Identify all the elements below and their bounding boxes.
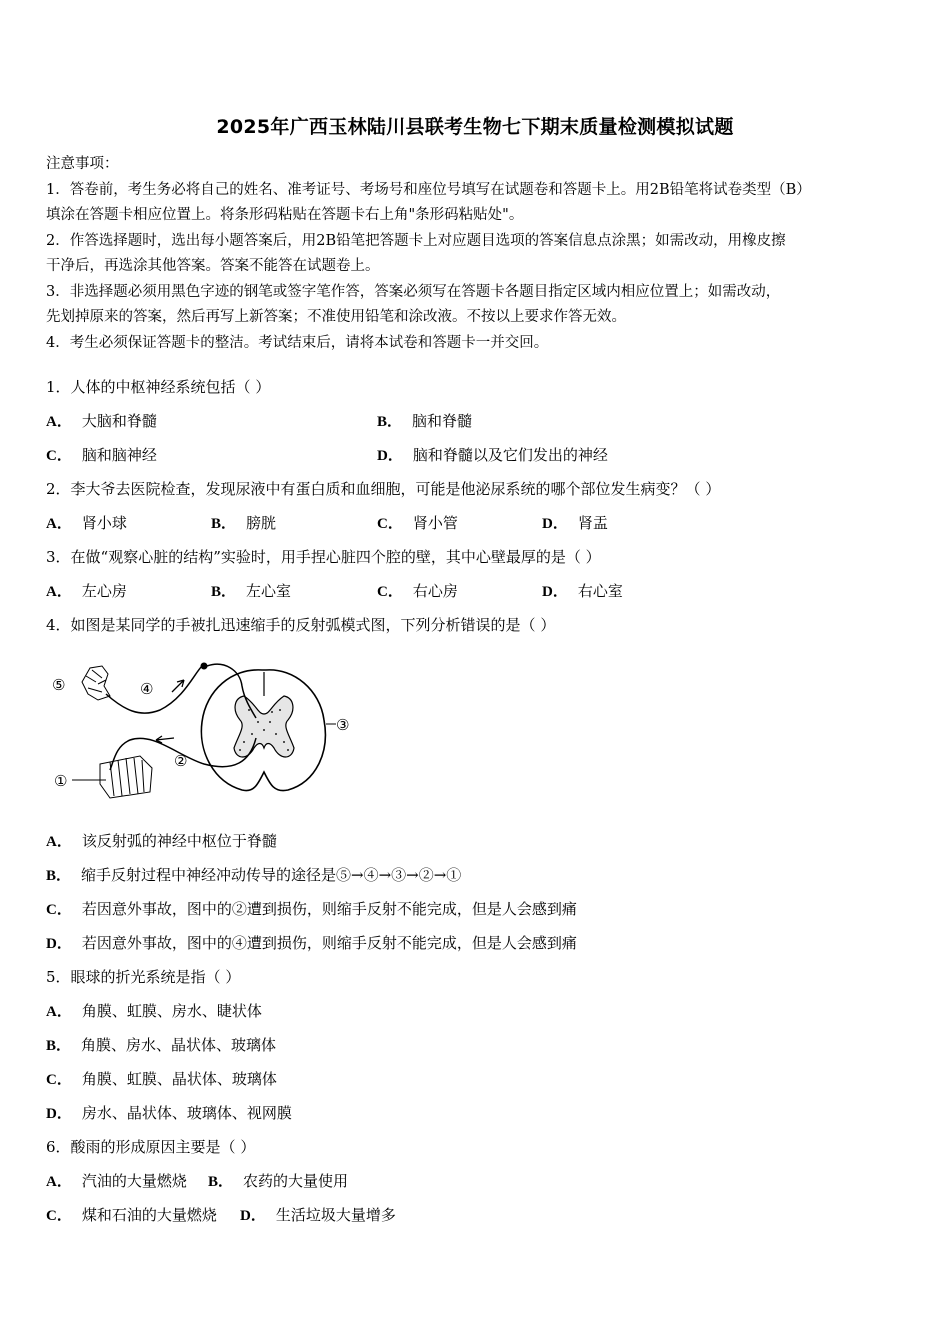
question-2-option-b: [211, 512, 276, 533]
option-text: 左心室: [246, 582, 292, 600]
question-6-option-b: [208, 1170, 348, 1191]
notice-line: 1．答卷前，考生务必将自己的姓名、准考证号、考场号和座位号填写在试题卷和答题卡上。用2B铅笔将试卷类型（B）: [46, 181, 811, 198]
option-text: 煤和石油的大量燃烧: [81, 1206, 217, 1224]
label-1: ①: [54, 772, 68, 790]
option-text: 肾小球: [81, 514, 127, 532]
notice-line: 2．作答选择题时，选出每小题答案后，用2B铅笔把答题卡上对应题目选项的答案信息点涂黑；如需改动，用橡皮擦: [46, 232, 786, 249]
notice-line: 干净后，再选涂其他答案。答案不能答在试题卷上。: [46, 258, 380, 274]
option-text: 脑和脊髓: [412, 412, 473, 430]
option-letter: A．: [46, 584, 72, 600]
option-text: 肾盂: [577, 514, 608, 532]
muscle-effector: [100, 756, 152, 798]
option-text: 右心室: [577, 582, 623, 600]
question-2-option-a: [46, 512, 127, 533]
question-3-option-d: [542, 580, 623, 601]
question-6-option-c: [46, 1204, 217, 1225]
option-letter: C．: [377, 584, 403, 600]
question-1-option-d: [377, 444, 608, 465]
label-3: ③: [336, 716, 350, 734]
option-text: 房水、晶状体、玻璃体、视网膜: [81, 1104, 292, 1122]
notice-line: 4．考生必须保证答题卡的整洁。考试结束后，请将本试卷和答题卡一并交回。: [46, 334, 549, 351]
question-4-option-b: [46, 864, 461, 885]
question-3-option-a: [46, 580, 127, 601]
question-5-option-c: [46, 1068, 277, 1089]
label-5: ⑤: [52, 676, 66, 694]
notice-section: [46, 152, 906, 356]
option-letter: B．: [46, 868, 72, 884]
option-letter: C．: [377, 516, 403, 532]
option-letter: A．: [46, 516, 72, 532]
option-letter: D．: [240, 1208, 266, 1224]
option-text: 脑和脑神经: [81, 446, 157, 464]
notice-line: 先划掉原来的答案，然后再写上新答案；不准使用铅笔和涂改液。不按以上要求作答无效。: [46, 309, 626, 325]
option-text: 大脑和脊髓: [81, 412, 157, 430]
option-text: 汽油的大量燃烧: [81, 1172, 187, 1190]
question-4-option-d: [46, 932, 577, 953]
option-letter: B．: [46, 1038, 72, 1054]
option-letter: A．: [46, 834, 72, 850]
label-4: ④: [140, 680, 154, 698]
option-text: 农药的大量使用: [243, 1172, 349, 1190]
reflex-arc-diagram: [44, 652, 360, 808]
question-5-option-a: [46, 1000, 262, 1021]
skin-receptor: [82, 666, 110, 700]
option-letter: D．: [46, 936, 72, 952]
question-6-stem: 6．酸雨的形成原因主要是（ ）: [46, 1138, 256, 1156]
question-5-option-b: [46, 1034, 276, 1055]
option-text: 角膜、房水、晶状体、玻璃体: [81, 1036, 277, 1054]
option-text: 若因意外事故，图中的④遭到损伤，则缩手反射不能完成，但是人会感到痛: [81, 934, 577, 952]
option-text: 生活垃圾大量增多: [275, 1206, 396, 1224]
sensory-arrow: [172, 680, 184, 692]
option-letter: D．: [46, 1106, 72, 1122]
option-letter: B．: [208, 1174, 234, 1190]
option-letter: A．: [46, 1004, 72, 1020]
question-3-stem: 3．在做“观察心脏的结构”实验时，用手捏心脏四个腔的壁，其中心壁最厚的是（ ）: [46, 548, 601, 566]
option-letter: B．: [211, 584, 237, 600]
notice-line: 填涂在答题卡相应位置上。将条形码粘贴在答题卡右上角"条形码粘贴处"。: [46, 207, 524, 223]
option-letter: C．: [46, 902, 72, 918]
question-6-option-a: [46, 1170, 187, 1191]
option-text: 角膜、虹膜、晶状体、玻璃体: [81, 1070, 277, 1088]
question-4-option-c: [46, 898, 577, 919]
label-2: ②: [174, 752, 188, 770]
option-letter: A．: [46, 414, 72, 430]
notice-line: 3．非选择题必须用黑色字迹的钢笔或签字笔作答，答案必须写在答题卡各题目指定区域内相应位置上；如需改动，: [46, 283, 781, 300]
question-6-option-d: [240, 1204, 396, 1225]
option-letter: C．: [46, 1208, 72, 1224]
question-1-stem: 1．人体的中枢神经系统包括（ ）: [46, 378, 271, 396]
question-2-option-d: [542, 512, 608, 533]
option-text: 若因意外事故，图中的②遭到损伤，则缩手反射不能完成，但是人会感到痛: [81, 900, 577, 918]
option-letter: D．: [377, 448, 403, 464]
option-text: 角膜、虹膜、房水、睫状体: [81, 1002, 262, 1020]
question-1-option-a: [46, 410, 157, 431]
option-letter: A．: [46, 1174, 72, 1190]
option-text: 右心房: [412, 582, 458, 600]
notice-heading: 注意事项：: [46, 156, 119, 172]
option-letter: C．: [46, 448, 72, 464]
option-letter: B．: [211, 516, 237, 532]
question-1-option-b: [377, 410, 472, 431]
question-5-stem: 5．眼球的折光系统是指（ ）: [46, 968, 241, 986]
option-letter: C．: [46, 1072, 72, 1088]
option-letter: B．: [377, 414, 403, 430]
grey-matter: [234, 696, 294, 757]
question-4-stem: 4．如图是某同学的手被扎迅速缩手的反射弧模式图，下列分析错误的是（ ）: [46, 616, 556, 634]
option-text: 缩手反射过程中神经冲动传导的途径是⑤→④→③→②→①: [81, 866, 462, 884]
sensory-neuron-path: [106, 666, 202, 713]
option-letter: D．: [542, 516, 568, 532]
question-1-option-c: [46, 444, 157, 465]
option-text: 左心房: [81, 582, 127, 600]
option-text: 脑和脊髓以及它们发出的神经: [412, 446, 608, 464]
question-4-option-a: [46, 830, 277, 851]
question-3-option-c: [377, 580, 458, 601]
ganglion: [201, 663, 208, 670]
option-text: 该反射弧的神经中枢位于脊髓: [81, 832, 277, 850]
option-letter: D．: [542, 584, 568, 600]
page-title: 2025年广西玉林陆川县联考生物七下期末质量检测模拟试题: [216, 116, 734, 138]
question-5-option-d: [46, 1102, 292, 1123]
option-text: 膀胱: [246, 514, 277, 532]
question-2-stem: 2．李大爷去医院检查，发现尿液中有蛋白质和血细胞，可能是他泌尿系统的哪个部位发生病变？（ ）: [46, 480, 721, 498]
question-2-option-c: [377, 512, 458, 533]
question-3-option-b: [211, 580, 291, 601]
option-text: 肾小管: [412, 514, 458, 532]
motor-arrow: [156, 736, 174, 743]
